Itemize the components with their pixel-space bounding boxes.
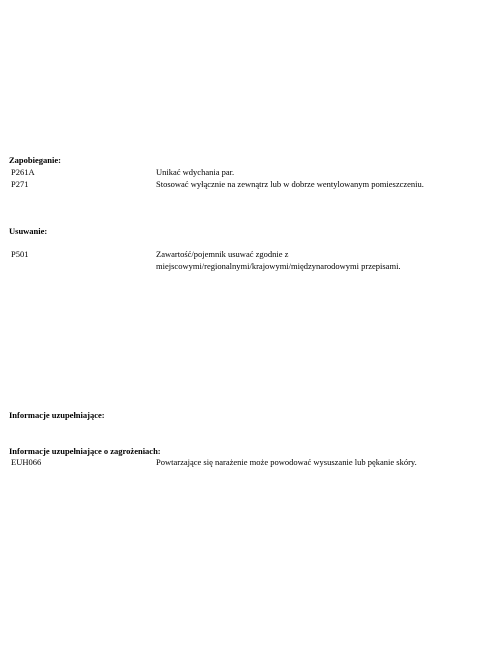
hazard-code-euh066: EUH066 bbox=[11, 457, 42, 467]
disposal-text-p501-line2: miejscowymi/regionalnymi/krajowymi/międzynarodowymi przepisami. bbox=[156, 261, 401, 271]
prevention-text-p261a: Unikać wdychania par. bbox=[156, 167, 235, 177]
disposal-heading: Usuwanie: bbox=[9, 226, 48, 236]
prevention-heading: Zapobieganie: bbox=[9, 155, 61, 165]
disposal-text-p501-line1: Zawartość/pojemnik usuwać zgodnie z bbox=[156, 249, 289, 259]
supplementary-heading: Informacje uzupełniające: bbox=[9, 410, 105, 420]
prevention-text-p271: Stosować wyłącznie na zewnątrz lub w dobrze wentylowanym pomieszczeniu. bbox=[156, 179, 424, 189]
supplementary-hazard-heading: Informacje uzupełniające o zagrożeniach: bbox=[9, 446, 161, 456]
hazard-text-euh066: Powtarzające się narażenie może powodować wysuszanie lub pękanie skóry. bbox=[156, 457, 417, 467]
disposal-code-p501: P501 bbox=[11, 249, 29, 259]
prevention-code-p261a: P261A bbox=[11, 167, 35, 177]
prevention-code-p271: P271 bbox=[11, 179, 29, 189]
